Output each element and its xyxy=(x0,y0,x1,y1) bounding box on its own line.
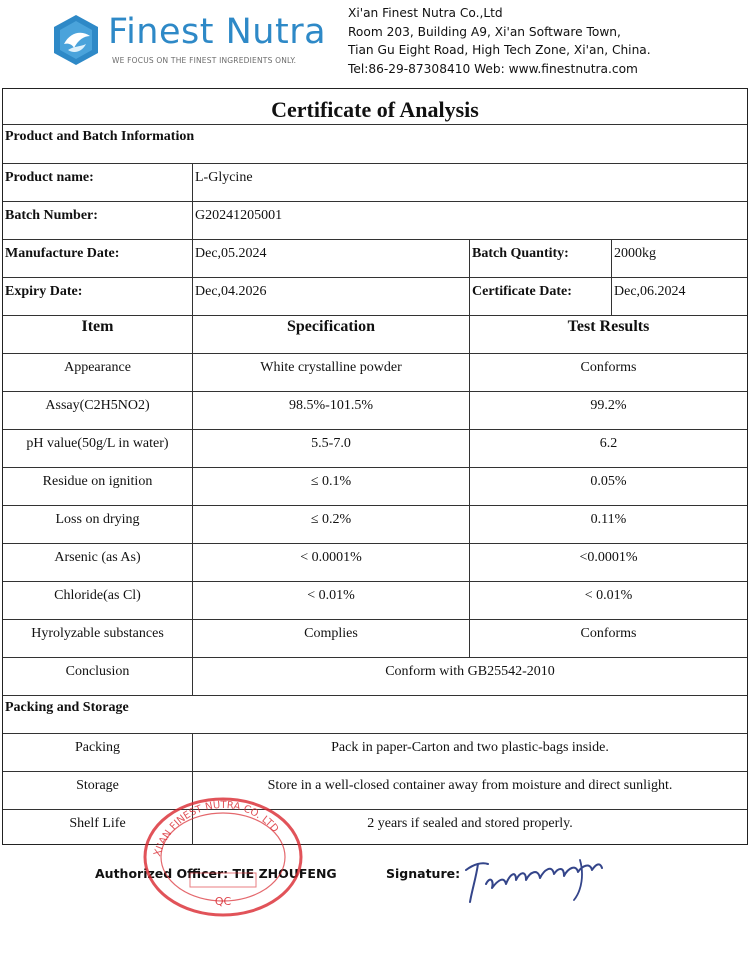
test-item: pH value(50g/L in water) xyxy=(26,436,169,451)
test-item: Assay(C2H5NO2) xyxy=(45,398,150,413)
table-row xyxy=(3,391,747,429)
label-storage: Storage xyxy=(76,778,119,793)
company-contact: Tel:86-29-87308410 Web: www.finestnutra.com xyxy=(348,61,638,76)
column-header-test-results: Test Results xyxy=(469,316,747,353)
label-certificate-date: Certificate Date: xyxy=(469,278,611,315)
section-row xyxy=(3,124,747,164)
test-specification: < 0.0001% xyxy=(192,544,469,581)
storage-row xyxy=(3,771,747,809)
value-expiry-date: Dec,04.2026 xyxy=(192,278,469,315)
label-manufacture-date: Manufacture Date: xyxy=(5,246,120,261)
table-header-row xyxy=(3,315,747,353)
label-shelf-life: Shelf Life xyxy=(69,816,126,831)
test-item: Hyrolyzable substances xyxy=(31,626,164,641)
test-specification: White crystalline powder xyxy=(192,354,469,391)
table-row xyxy=(3,505,747,543)
certificate-table xyxy=(2,88,748,845)
value-storage: Store in a well-closed container away from moisture and direct sunlight. xyxy=(192,772,747,809)
test-item: Chloride(as Cl) xyxy=(54,588,141,603)
value-packing: Pack in paper-Carton and two plastic-bags inside. xyxy=(192,734,747,771)
test-item: Arsenic (as As) xyxy=(54,550,141,565)
test-item: Loss on drying xyxy=(55,512,140,527)
logo-tagline: WE FOCUS ON THE FINEST INGREDIENTS ONLY. xyxy=(112,56,297,65)
test-result: 6.2 xyxy=(469,430,747,467)
letterhead xyxy=(0,0,750,88)
label-expiry-date: Expiry Date: xyxy=(5,284,83,299)
label-conclusion: Conclusion xyxy=(65,664,130,679)
test-specification: ≤ 0.1% xyxy=(192,468,469,505)
test-item: Appearance xyxy=(64,360,131,375)
logo-name: Finest Nutra xyxy=(108,12,327,52)
value-manufacture-date: Dec,05.2024 xyxy=(192,240,469,277)
label-product-name: Product name: xyxy=(5,170,94,185)
test-result: Conforms xyxy=(469,354,747,391)
company-address-line: Room 203, Building A9, Xi'an Software Town, xyxy=(348,24,621,39)
column-header-specification: Specification xyxy=(192,316,469,353)
info-row-expiry xyxy=(3,277,747,315)
table-row xyxy=(3,619,747,657)
section-row xyxy=(3,695,747,733)
value-shelf-life: 2 years if sealed and stored properly. xyxy=(192,810,747,845)
company-address xyxy=(348,4,651,78)
test-specification: Complies xyxy=(192,620,469,657)
authorized-officer: Authorized Officer: TIE ZHOUFENG xyxy=(95,866,337,881)
test-specification: 98.5%-101.5% xyxy=(192,392,469,429)
signature-icon xyxy=(460,850,610,910)
value-product-name: L-Glycine xyxy=(192,164,747,201)
test-result: 0.11% xyxy=(469,506,747,543)
test-specification: < 0.01% xyxy=(192,582,469,619)
column-header-item: Item xyxy=(81,318,114,335)
table-row xyxy=(3,543,747,581)
section-heading-product: Product and Batch Information xyxy=(5,129,195,144)
label-batch-number: Batch Number: xyxy=(5,208,98,223)
company-name: Xi'an Finest Nutra Co.,Ltd xyxy=(348,6,503,20)
test-item: Residue on ignition xyxy=(42,474,153,489)
test-result: 99.2% xyxy=(469,392,747,429)
certificate-title: Certificate of Analysis xyxy=(271,97,479,122)
company-stamp-icon xyxy=(140,795,306,919)
conclusion-row xyxy=(3,657,747,695)
info-row-product xyxy=(3,163,747,201)
value-conclusion: Conform with GB25542-2010 xyxy=(192,658,747,695)
value-certificate-date: Dec,06.2024 xyxy=(611,278,747,315)
label-packing: Packing xyxy=(74,740,121,755)
packing-row xyxy=(3,733,747,771)
info-row-batch xyxy=(3,201,747,239)
info-row-manufacture xyxy=(3,239,747,277)
table-row xyxy=(3,467,747,505)
test-specification: 5.5-7.0 xyxy=(192,430,469,467)
test-result: 0.05% xyxy=(469,468,747,505)
value-batch-number: G20241205001 xyxy=(192,202,747,239)
section-heading-packing: Packing and Storage xyxy=(5,700,129,715)
company-logo-icon xyxy=(52,14,100,66)
company-address-line: Tian Gu Eight Road, High Tech Zone, Xi'an, China. xyxy=(348,43,651,57)
value-batch-quantity: 2000kg xyxy=(611,240,747,277)
table-row xyxy=(3,353,747,391)
table-row xyxy=(3,581,747,619)
svg-text:XI'AN FINEST NUTRA CO. LTD: XI'AN FINEST NUTRA CO. LTD xyxy=(152,799,281,858)
signature-label: Signature: xyxy=(386,866,461,881)
test-result: < 0.01% xyxy=(469,582,747,619)
label-batch-quantity: Batch Quantity: xyxy=(469,240,611,277)
test-specification: ≤ 0.2% xyxy=(192,506,469,543)
svg-text:QC: QC xyxy=(214,895,232,908)
table-row xyxy=(3,429,747,467)
shelf-life-row xyxy=(3,809,747,845)
test-result: <0.0001% xyxy=(469,544,747,581)
test-result: Conforms xyxy=(469,620,747,657)
